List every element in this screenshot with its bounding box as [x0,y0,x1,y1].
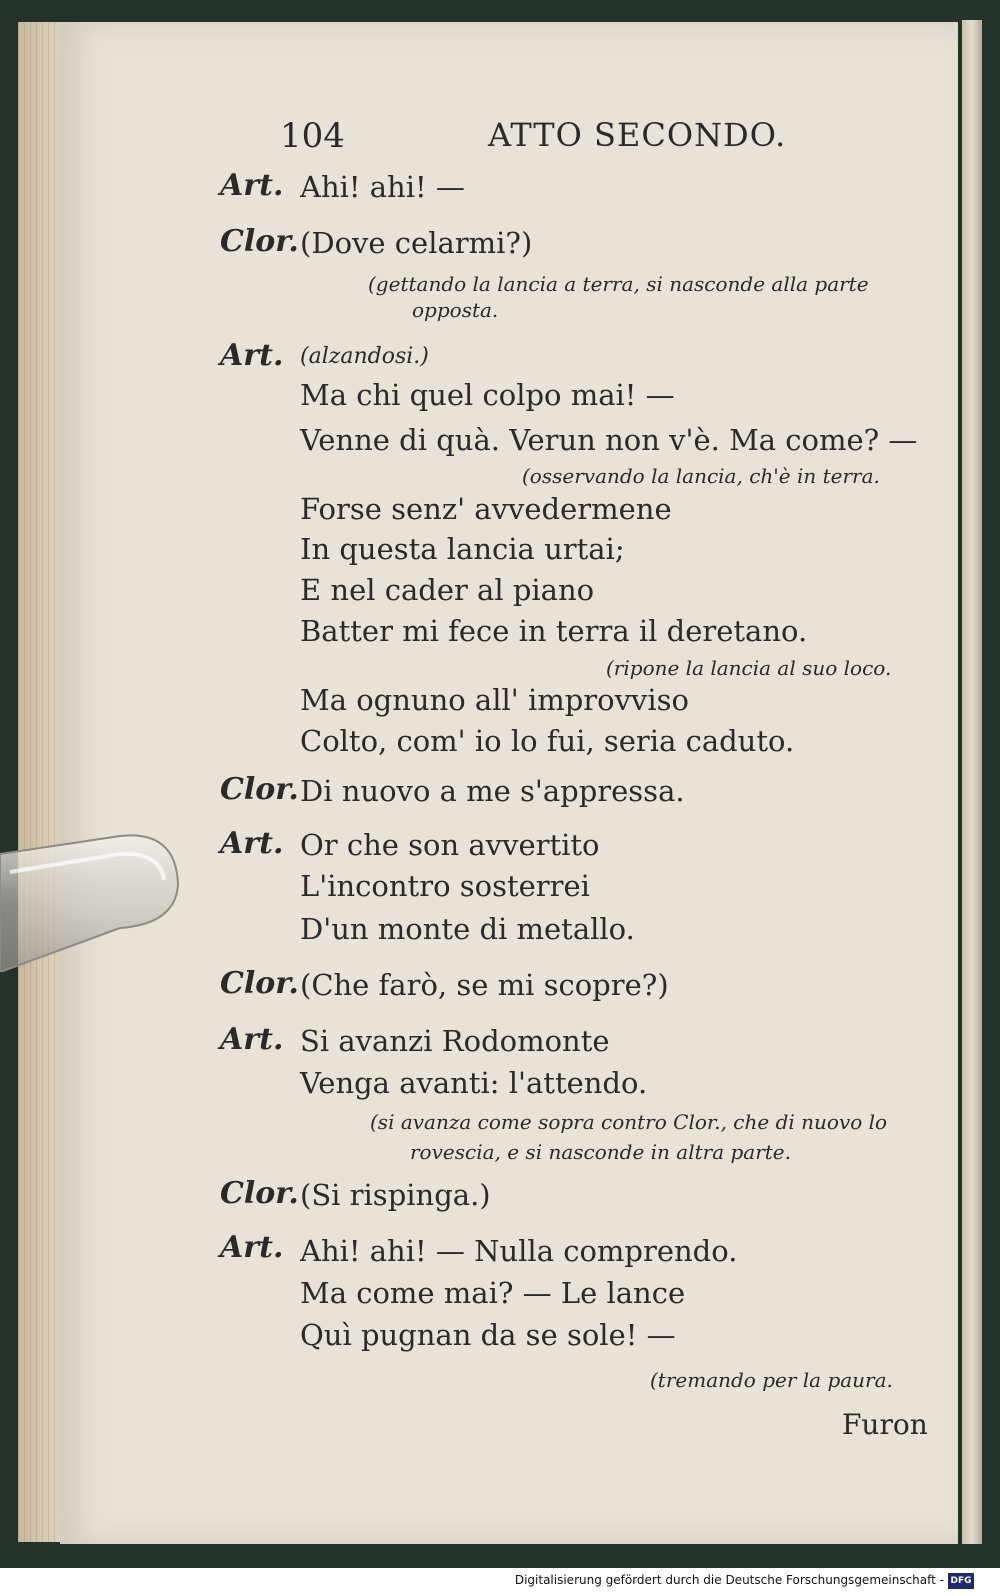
verse-line: Ma come mai? — Le lance [300,1276,686,1310]
stage-direction: (tremando per la paura. [650,1368,893,1392]
speaker-art: Art. [220,1230,284,1265]
page-number: 104 [280,116,345,156]
verse-line: E nel cader al piano [300,573,595,607]
verse-line: Quì pugnan da se sole! — [300,1318,676,1352]
footer-bar [0,1568,1000,1596]
verse-line: Si avanzi Rodomonte [300,1024,610,1058]
catchword: Furon [842,1408,928,1441]
verse-line: Ma ognuno all' improvviso [300,683,690,717]
verse-line: Colto, com' io lo fui, seria caduto. [300,724,795,758]
verse-line: D'un monte di metallo. [300,912,635,946]
stage-direction: rovescia, e si nasconde in altra parte. [410,1140,791,1164]
verse-line: Or che son avvertito [300,828,600,862]
verse-line: L'incontro sosterrei [300,869,590,903]
stage-direction: (alzandosi.) [300,344,429,369]
verse-line: (Che farò, se mi scopre?) [300,968,669,1002]
speaker-clor: Clor. [220,1176,299,1211]
verse-line: (Si rispinga.) [300,1178,491,1212]
facing-page-edge [962,20,982,1544]
dfg-logo: DFG [948,1573,974,1589]
stage-direction: opposta. [412,298,499,322]
speaker-art: Art. [220,1022,284,1057]
verse-line: Batter mi fece in terra il deretano. [300,614,808,648]
running-title: ATTO SECONDO. [488,116,787,154]
verse-line: (Dove celarmi?) [300,226,533,260]
speaker-clor: Clor. [220,966,299,1001]
verse-line: Ahi! ahi! — Nulla comprendo. [300,1234,738,1268]
verse-line: Di nuovo a me s'appressa. [300,774,685,808]
speaker-clor: Clor. [220,772,299,807]
verse-line: Ma chi quel colpo mai! — [300,378,675,412]
verse-line: Venga avanti: l'attendo. [300,1066,648,1100]
verse-line: In questa lancia urtai; [300,532,625,566]
speaker-art: Art. [220,168,284,203]
speaker-art: Art. [220,826,284,861]
stage-direction: (ripone la lancia al suo loco. [606,656,892,680]
speaker-clor: Clor. [220,224,299,259]
verse-line: Venne di quà. Verun non v'è. Ma come? — [300,423,918,457]
stage-direction: (gettando la lancia a terra, si nasconde alla parte [368,272,869,296]
glass-page-weight [0,832,180,972]
stage-direction: (osservando la lancia, ch'è in terra. [522,464,880,488]
stage-direction: (si avanza come sopra contro Clor., che di nuovo lo [370,1110,888,1134]
funding-credit: Digitalisierung gefördert durch die Deutsche Forschungsgemeinschaft - [514,1573,944,1587]
speaker-art: Art. [220,338,284,373]
verse-line: Ahi! ahi! — [300,170,465,204]
verse-line: Forse senz' avvedermene [300,492,672,526]
